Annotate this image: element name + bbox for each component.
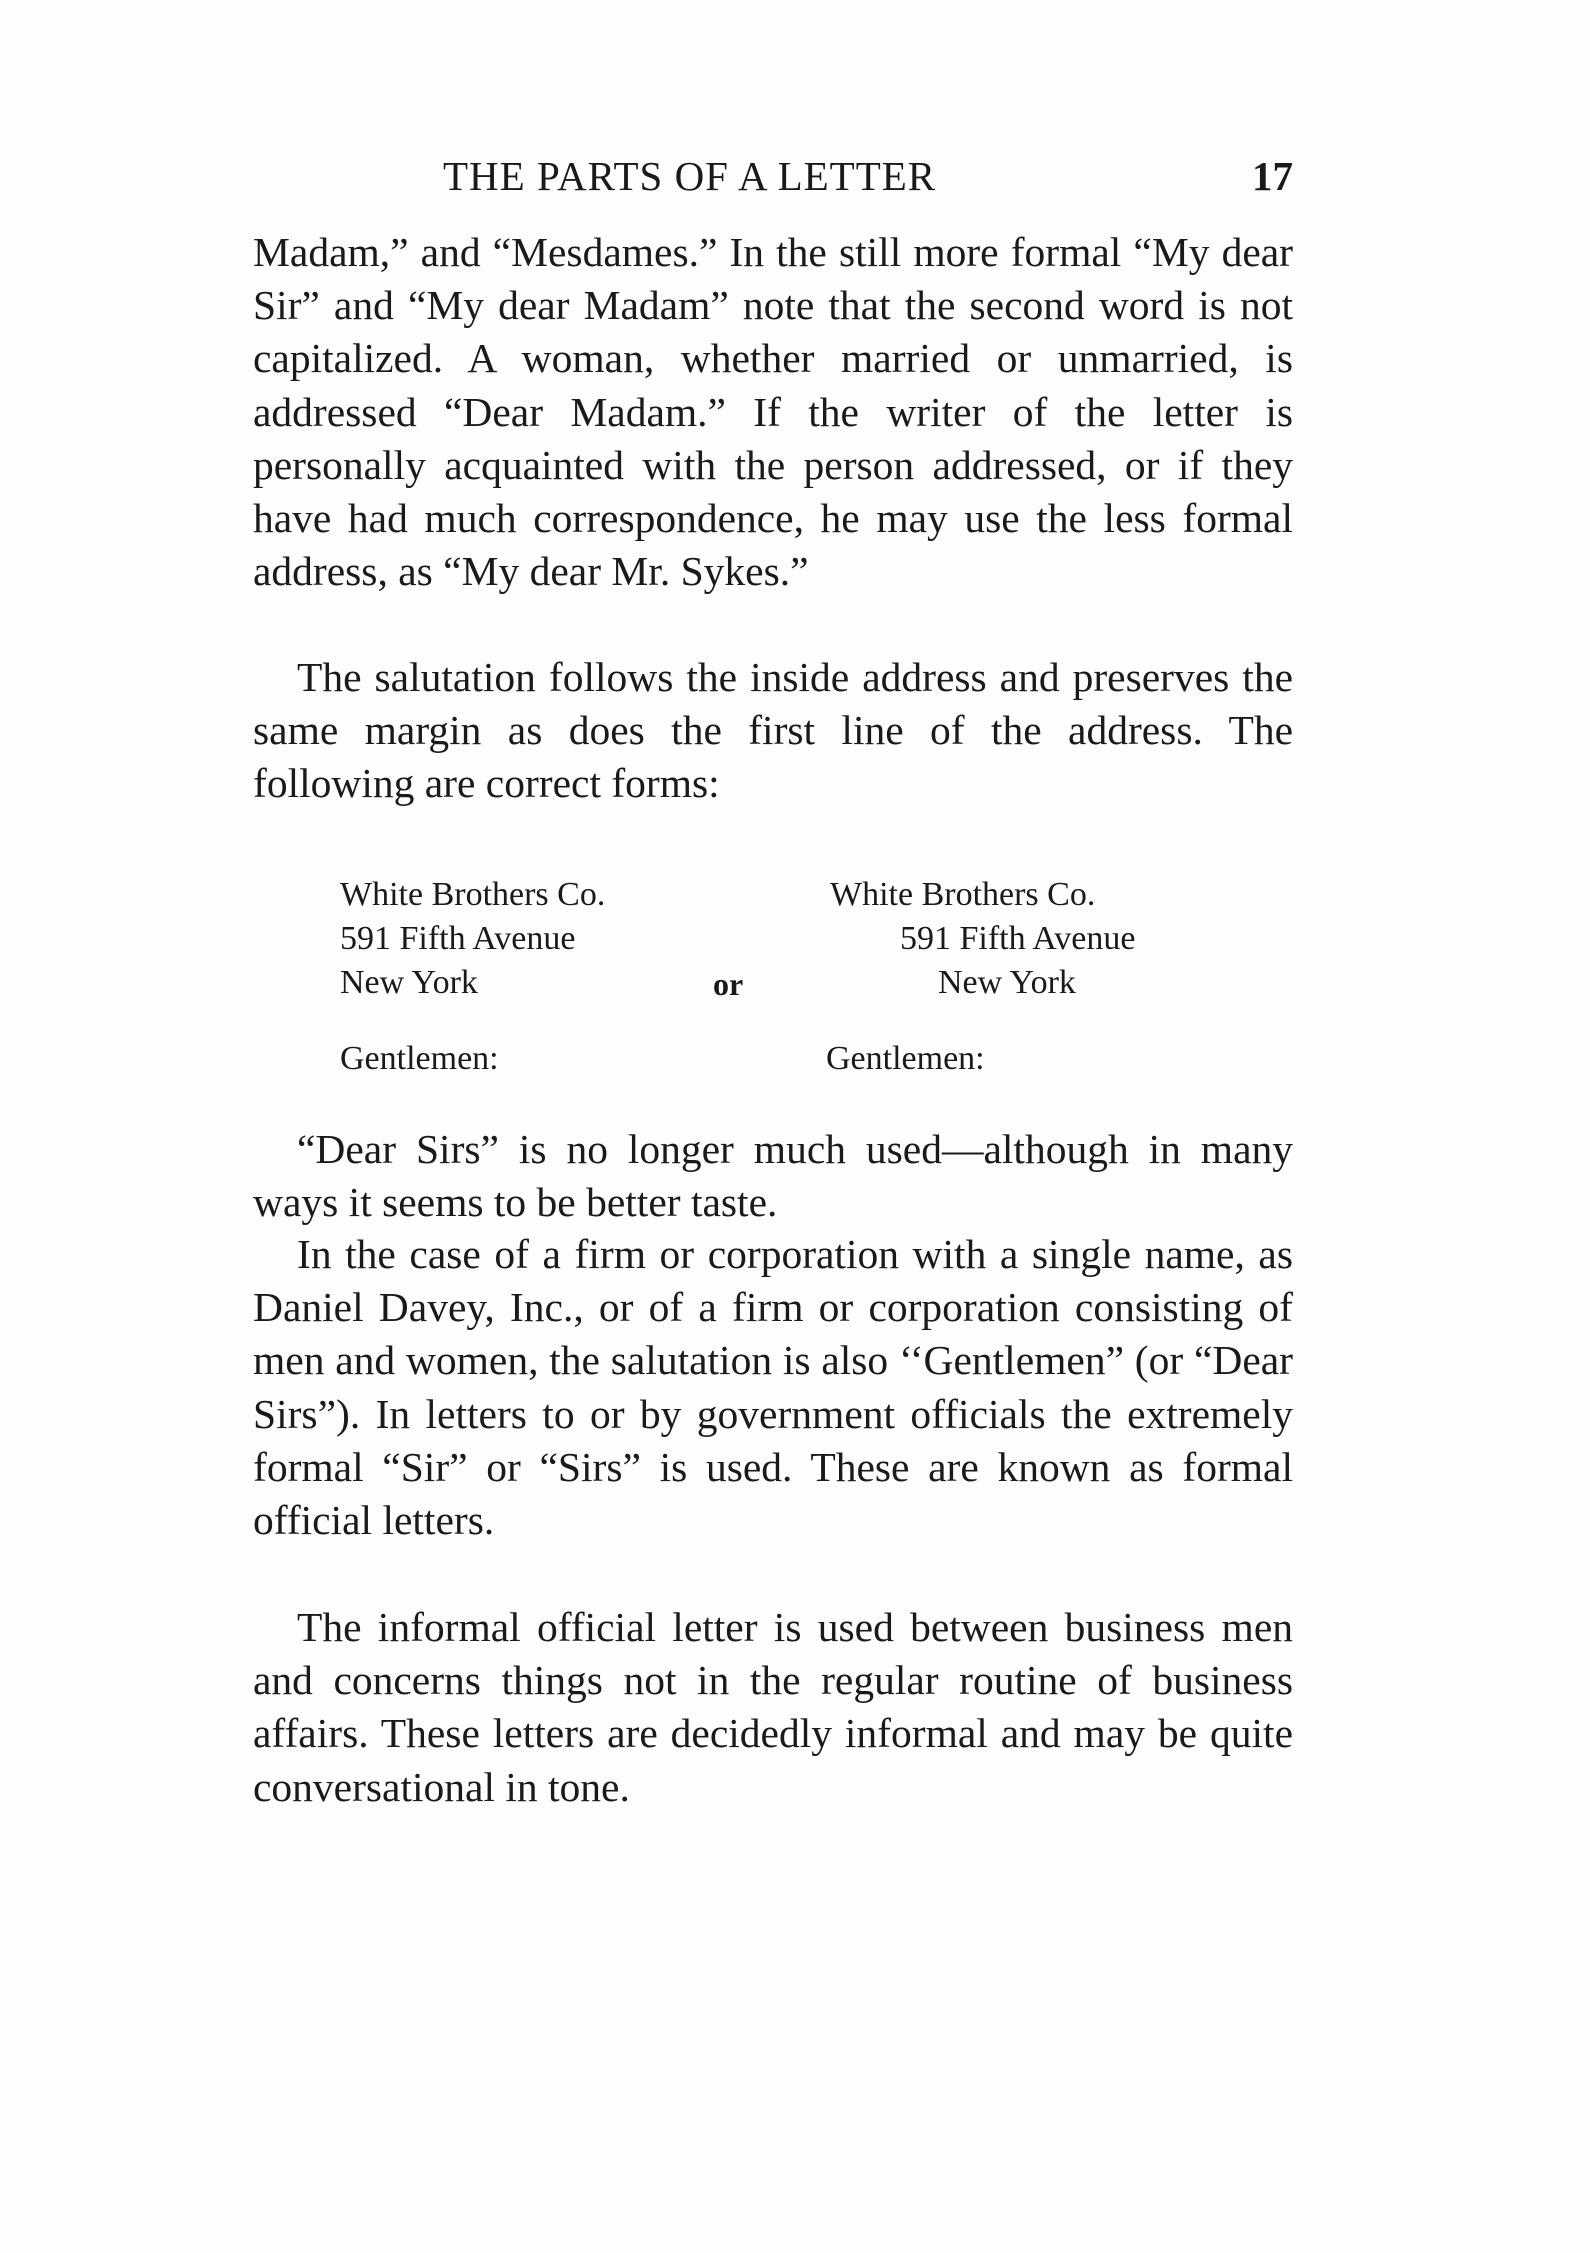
running-head	[253, 152, 1293, 212]
left-address-line-2: 591 Fifth Avenue	[340, 920, 576, 957]
left-salutation: Gentlemen:	[340, 1040, 499, 1077]
running-title: THE PARTS OF A LETTER	[443, 153, 937, 199]
paragraph-dear-sirs: “Dear Sirs” is no longer much used—although in many ways it seems to be better taste.	[253, 1126, 1293, 1226]
paragraph-salutation-placement: The salutation follows the inside address and preserves the same margin as does the first line of the address. The following are correct forms:	[253, 654, 1293, 807]
paragraph-continuation: Madam,” and “Mesdames.” In the still more formal “My dear Sir” and “My dear Madam” note that the second word is not capitalized. A woman, whether married or unmarried, is addressed “Dear Madam.” If the writer of the letter is personally acquainted with the person addressed, or if they have had much correspondence, he may use the less formal address, as “My dear Mr. Sykes.”	[253, 229, 1293, 595]
left-address-line-1: White Brothers Co.	[340, 876, 606, 913]
paragraph-firm-salutation: In the case of a firm or corporation with a single name, as Daniel Davey, Inc., or of a firm or corporation consisting of men and women, the salutation is also ‘‘Gentlemen” (or “Dear Sirs”). In letters to or by government officials the extremely formal “Sir” or “Sirs” is used. These are known as formal official letters.	[253, 1231, 1293, 1544]
right-salutation: Gentlemen:	[826, 1040, 985, 1077]
right-address-line-3: New York	[938, 964, 1076, 1001]
page-number: 17	[1252, 153, 1293, 199]
right-address-line-1: White Brothers Co.	[830, 876, 1096, 913]
right-address-line-2: 591 Fifth Avenue	[900, 920, 1136, 957]
or-separator: or	[713, 966, 744, 1002]
paragraph-informal-official: The informal official letter is used between business men and concerns things not in the regular routine of business affairs. These letters are decidedly informal and may be quite conversational in tone.	[253, 1604, 1293, 1810]
left-address-line-3: New York	[340, 964, 478, 1001]
